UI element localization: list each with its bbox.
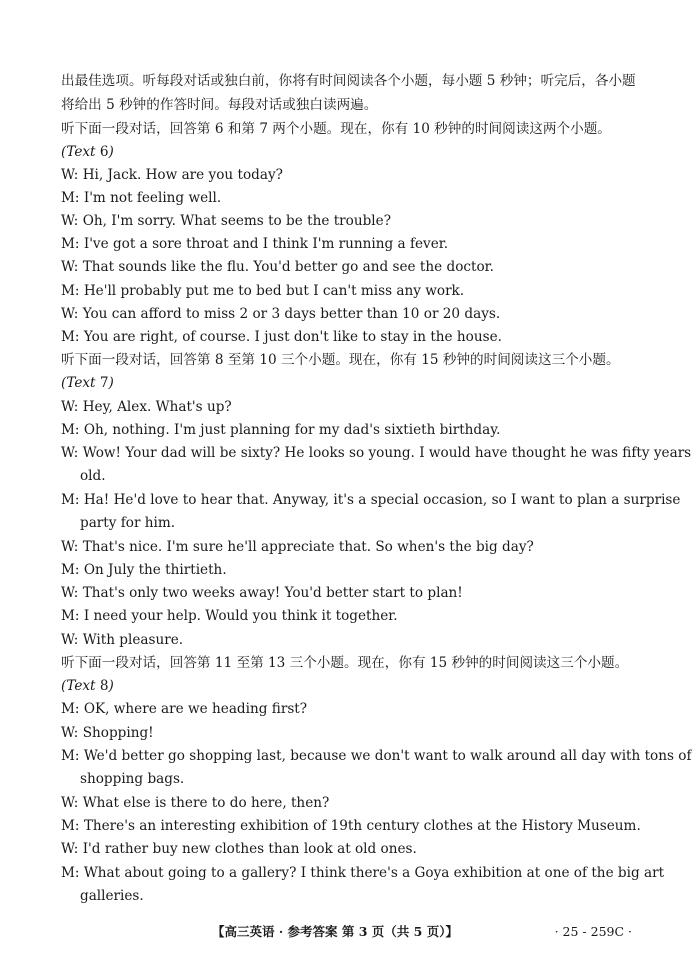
dialogue-line: M: There's an interesting exhibition of 19th century clothes at the History Museum. [61,818,641,834]
dialogue-line: W: Oh, I'm sorry. What seems to be the trouble? [61,213,391,229]
dialogue-line: M: I've got a sore throat and I think I'm running a fever. [61,236,449,252]
dialogue-line: W: What else is there to do here, then? [61,795,330,811]
section-number: 8 [99,678,109,694]
dialogue-line: M: OK, where are we heading first? [61,701,308,717]
dialogue-line: W: Hey, Alex. What's up? [61,399,232,415]
dialogue-line: W: That sounds like the flu. You'd better go and see the doctor. [61,259,494,275]
section-intro: 听下面一段对话，回答第 6 和第 7 两个小题。现在，你有 10 秒钟的时间阅读这两个小题。 [61,121,611,137]
dialogue-line: W: Hi, Jack. How are you today? [61,167,283,183]
section-intro: 听下面一段对话，回答第 11 至第 13 三个小题。现在，你有 15 秒钟的时间阅读这三个小题。 [61,655,629,671]
dialogue-line: W: Wow! Your dad will be sixty? He looks so young. I would have thought he was fifty years [61,445,692,461]
dialogue-line: M: On July the thirtieth. [61,562,227,578]
dialogue-line: W: That's only two weeks away! You'd better start to plan! [61,585,463,601]
dialogue-line: M: We'd better go shopping last, because we don't want to walk around all day with tons of [61,748,692,764]
dialogue-line: M: I need your help. Would you think it together. [61,608,398,624]
section-label-text: Text [66,678,96,694]
dialogue-line: M: Ha! He'd love to hear that. Anyway, it's a special occasion, so I want to plan a surprise [61,492,681,508]
dialogue-line: W: I'd rather buy new clothes than look at old ones. [61,841,417,857]
section-number: 7 [99,375,109,391]
dialogue-line: W: Shopping! [61,725,154,741]
section-number: 6 [99,144,109,160]
footer-title: 【高三英语 · 参考答案 第 3 页（共 5 页）】 [212,924,458,939]
dialogue-line: M: He'll probably put me to bed but I can't miss any work. [61,283,465,299]
dialogue-line: M: I'm not feeling well. [61,190,222,206]
dialogue-line: M: You are right, of course. I just don't like to stay in the house. [61,329,502,345]
instruction-line-2: 将给出 5 秒钟的作答时间。每段对话或独白读两遍。 [61,97,378,113]
page-footer [0,922,692,942]
dialogue-line: W: That's nice. I'm sure he'll appreciate that. So when's the big day? [61,539,534,555]
dialogue-line: W: With pleasure. [61,632,184,648]
dialogue-line: W: You can afford to miss 2 or 3 days better than 10 or 20 days. [61,306,501,322]
section-label: (Text 8) [61,678,114,694]
section-label-text: Text [66,144,96,160]
footer-code: · 25 - 259C · [554,924,632,939]
dialogue-line: M: Oh, nothing. I'm just planning for my dad's sixtieth birthday. [61,422,501,438]
dialogue-line: M: What about going to a gallery? I think there's a Goya exhibition at one of the big art [61,865,665,881]
dialogue-line-continuation: old. [80,468,106,484]
section-label: (Text 6) [61,144,114,160]
dialogue-line-continuation: party for him. [80,515,176,531]
section-label-text: Text [66,375,96,391]
dialogue-line-continuation: galleries. [80,888,144,904]
section-intro: 听下面一段对话，回答第 8 至第 10 三个小题。现在，你有 15 秒钟的时间阅读这三个小题。 [61,352,620,368]
instruction-line-1: 出最佳选项。听每段对话或独白前，你将有时间阅读各个小题，每小题 5 秒钟；听完后，各小题 [61,73,636,89]
section-label: (Text 7) [61,375,114,391]
dialogue-line-continuation: shopping bags. [80,771,185,787]
